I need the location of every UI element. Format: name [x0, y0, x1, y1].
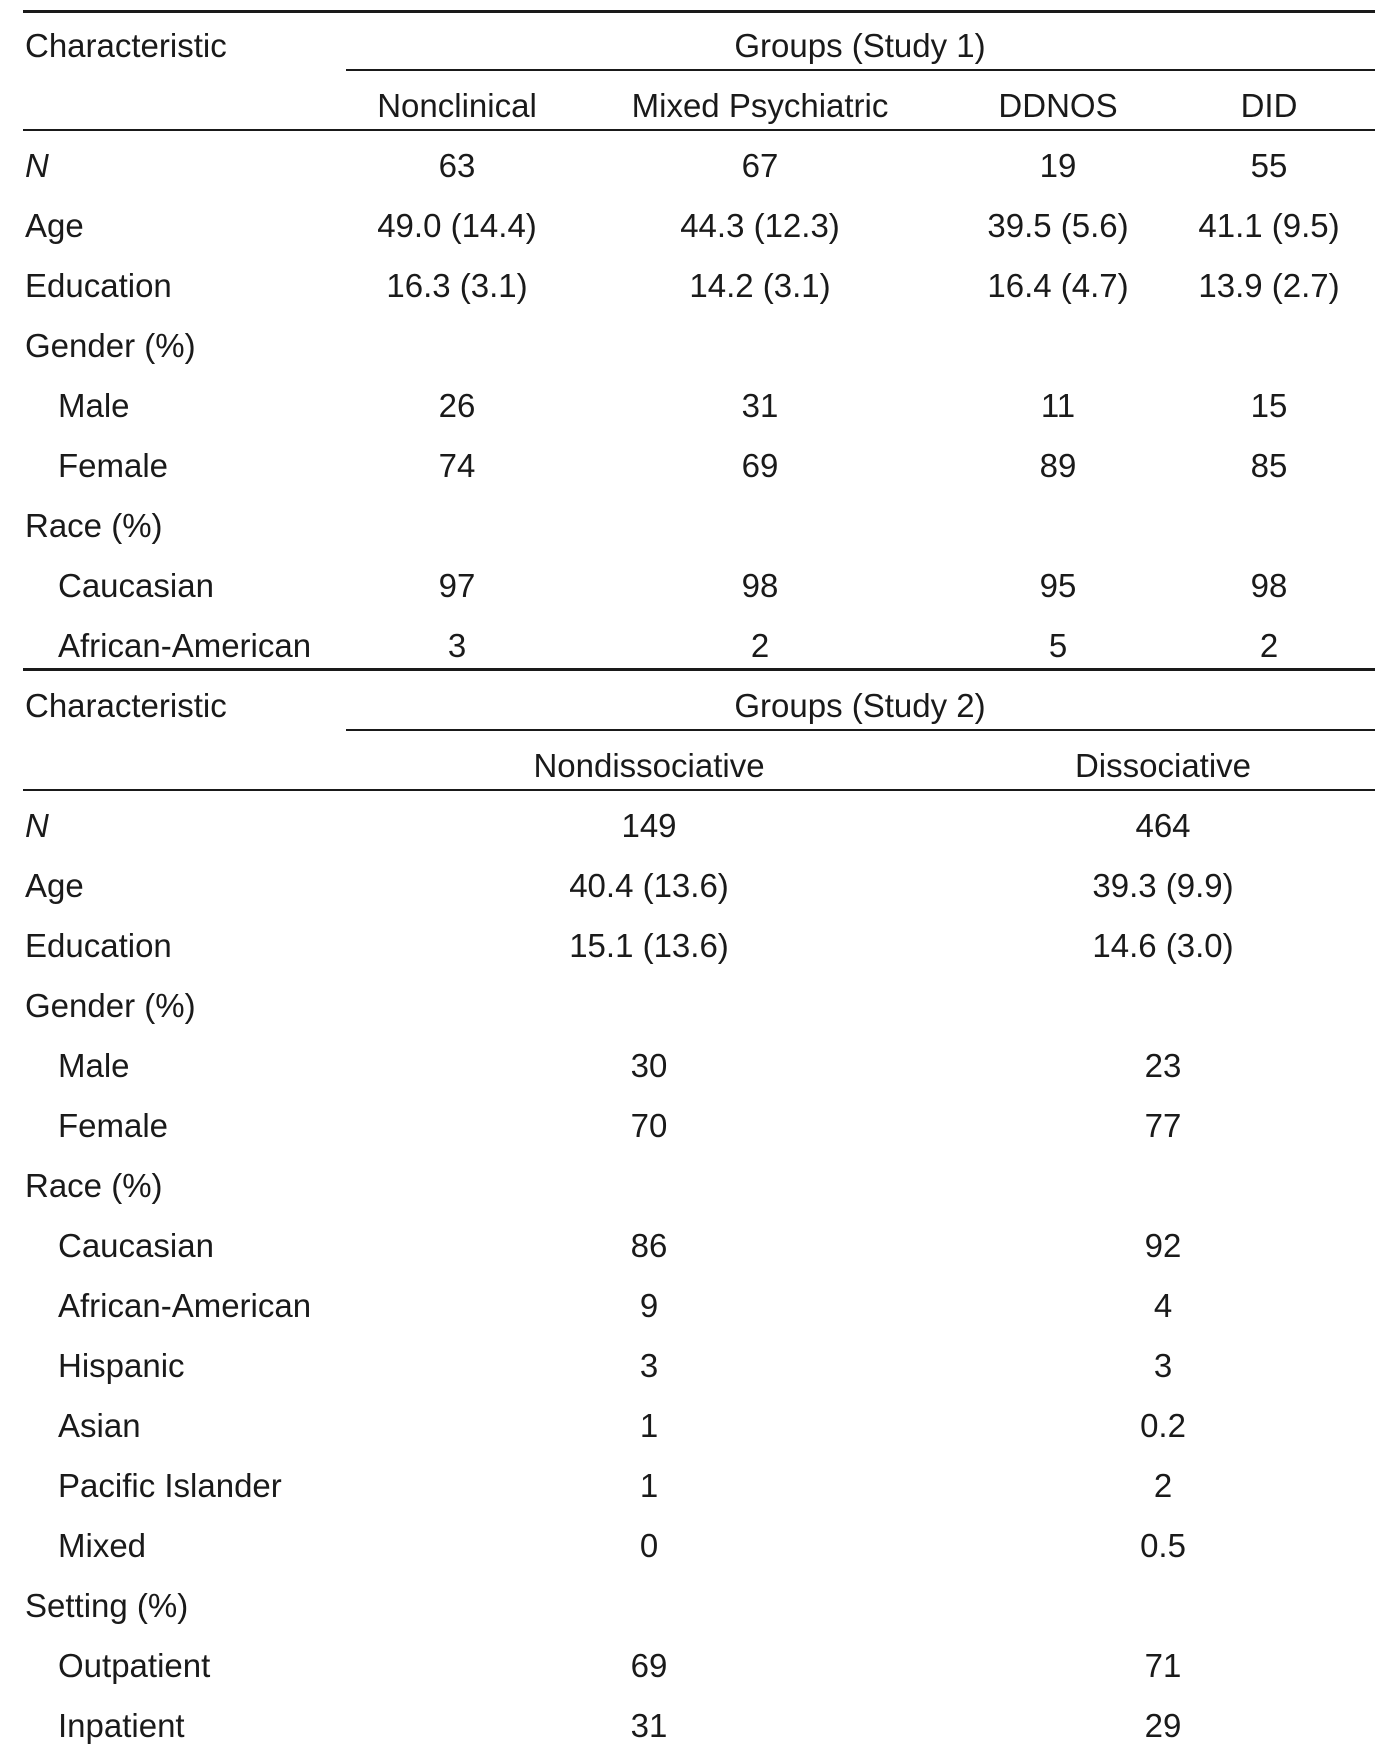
study1-row-label-female: Female — [58, 447, 169, 484]
study2-row-label-education: Education — [25, 927, 172, 964]
study1-row-label-gender: Gender (%) — [25, 327, 196, 364]
study1-cell-n-did: 55 — [1250, 147, 1288, 184]
study1-cell-n-mixed-psychiatric: 67 — [741, 147, 779, 184]
study1-cell-male-mixed-psychiatric: 31 — [741, 387, 779, 424]
study2-cell-outpatient-dissociative: 71 — [1144, 1647, 1182, 1684]
study1-col-header-nonclinical: Nonclinical — [377, 87, 537, 124]
study2-cell-caucasian-nondissociative: 86 — [630, 1227, 668, 1264]
study2-cell-education-dissociative: 14.6 (3.0) — [1092, 927, 1234, 964]
study2-cell-african-american-nondissociative: 9 — [639, 1287, 659, 1324]
study1-col-header-mixed-psychiatric: Mixed Psychiatric — [631, 87, 889, 124]
study1-cell-african-american-did: 2 — [1259, 627, 1279, 664]
study2-row-label-male: Male — [58, 1047, 130, 1084]
study2-row-label-mixed: Mixed — [58, 1527, 147, 1564]
study2-row-label-setting: Setting (%) — [25, 1587, 189, 1624]
study2-cell-age-dissociative: 39.3 (9.9) — [1092, 867, 1234, 904]
study1-header-rule — [23, 129, 1375, 131]
study1-cell-female-ddnos: 89 — [1039, 447, 1077, 484]
study2-cell-inpatient-nondissociative: 31 — [630, 1707, 668, 1744]
section-divider-rule — [23, 668, 1375, 671]
study1-row-label-male: Male — [58, 387, 130, 424]
study2-cell-hispanic-nondissociative: 3 — [639, 1347, 659, 1384]
study1-groups-rule — [346, 69, 1375, 71]
study2-cell-mixed-nondissociative: 0 — [639, 1527, 659, 1564]
study2-row-label-female: Female — [58, 1107, 169, 1144]
study1-cell-male-nonclinical: 26 — [438, 387, 476, 424]
study1-characteristic-header: Characteristic — [25, 27, 227, 64]
study1-groups-header: Groups (Study 1) — [734, 27, 986, 64]
study1-cell-caucasian-mixed-psychiatric: 98 — [741, 567, 779, 604]
study1-col-header-did: DID — [1240, 87, 1298, 124]
top-rule — [23, 10, 1375, 13]
study1-cell-caucasian-ddnos: 95 — [1039, 567, 1077, 604]
study2-cell-asian-dissociative: 0.2 — [1140, 1407, 1186, 1444]
study1-cell-female-did: 85 — [1250, 447, 1288, 484]
study2-characteristic-header: Characteristic — [25, 687, 227, 724]
study2-row-label-inpatient: Inpatient — [58, 1707, 185, 1744]
study1-row-label-n: N — [25, 147, 49, 184]
study2-row-label-caucasian: Caucasian — [58, 1227, 214, 1264]
study1-cell-age-did: 41.1 (9.5) — [1198, 207, 1340, 244]
study2-row-label-pacific-islander: Pacific Islander — [58, 1467, 282, 1504]
study1-row-label-race: Race (%) — [25, 507, 163, 544]
study1-cell-n-nonclinical: 63 — [438, 147, 476, 184]
study1-cell-n-ddnos: 19 — [1039, 147, 1077, 184]
study1-cell-age-mixed-psychiatric: 44.3 (12.3) — [680, 207, 840, 244]
study2-cell-education-nondissociative: 15.1 (13.6) — [569, 927, 729, 964]
study2-row-label-outpatient: Outpatient — [58, 1647, 211, 1684]
study2-cell-mixed-dissociative: 0.5 — [1140, 1527, 1186, 1564]
study2-cell-female-nondissociative: 70 — [630, 1107, 668, 1144]
study1-cell-education-mixed-psychiatric: 14.2 (3.1) — [689, 267, 831, 304]
study1-cell-age-nonclinical: 49.0 (14.4) — [377, 207, 537, 244]
study1-cell-african-american-nonclinical: 3 — [447, 627, 467, 664]
study1-cell-education-did: 13.9 (2.7) — [1198, 267, 1340, 304]
study2-row-label-race: Race (%) — [25, 1167, 163, 1204]
study2-row-label-age: Age — [25, 867, 84, 904]
study1-row-label-african-american: African-American — [58, 627, 312, 664]
study2-cell-pacific-islander-nondissociative: 1 — [639, 1467, 659, 1504]
study2-row-label-gender: Gender (%) — [25, 987, 196, 1024]
study2-cell-outpatient-nondissociative: 69 — [630, 1647, 668, 1684]
study2-cell-hispanic-dissociative: 3 — [1153, 1347, 1173, 1384]
study1-cell-education-nonclinical: 16.3 (3.1) — [386, 267, 528, 304]
study1-row-label-education: Education — [25, 267, 172, 304]
study2-cell-n-dissociative: 464 — [1135, 807, 1191, 844]
study1-cell-caucasian-nonclinical: 97 — [438, 567, 476, 604]
study2-cell-caucasian-dissociative: 92 — [1144, 1227, 1182, 1264]
study2-groups-header: Groups (Study 2) — [734, 687, 986, 724]
study1-cell-african-american-ddnos: 5 — [1048, 627, 1068, 664]
study2-cell-asian-nondissociative: 1 — [639, 1407, 659, 1444]
study2-cell-age-nondissociative: 40.4 (13.6) — [569, 867, 729, 904]
study1-cell-education-ddnos: 16.4 (4.7) — [987, 267, 1129, 304]
study2-header-rule — [23, 789, 1375, 791]
study2-row-label-n: N — [25, 807, 49, 844]
study1-cell-african-american-mixed-psychiatric: 2 — [750, 627, 770, 664]
study1-cell-female-nonclinical: 74 — [438, 447, 476, 484]
study2-cell-male-dissociative: 23 — [1144, 1047, 1182, 1084]
study1-cell-male-ddnos: 11 — [1040, 387, 1076, 424]
study2-row-label-hispanic: Hispanic — [58, 1347, 185, 1384]
study2-groups-rule — [346, 729, 1375, 731]
study2-cell-african-american-dissociative: 4 — [1153, 1287, 1173, 1324]
study2-cell-n-nondissociative: 149 — [621, 807, 677, 844]
study2-row-label-asian: Asian — [58, 1407, 141, 1444]
study2-cell-male-nondissociative: 30 — [630, 1047, 668, 1084]
study1-row-label-caucasian: Caucasian — [58, 567, 214, 604]
study2-cell-female-dissociative: 77 — [1144, 1107, 1182, 1144]
study1-cell-age-ddnos: 39.5 (5.6) — [987, 207, 1129, 244]
study1-cell-male-did: 15 — [1250, 387, 1288, 424]
study2-col-header-dissociative: Dissociative — [1074, 747, 1252, 784]
study1-cell-caucasian-did: 98 — [1250, 567, 1288, 604]
study1-cell-female-mixed-psychiatric: 69 — [741, 447, 779, 484]
study2-col-header-nondissociative: Nondissociative — [533, 747, 765, 784]
study1-row-label-age: Age — [25, 207, 84, 244]
study2-cell-inpatient-dissociative: 29 — [1144, 1707, 1182, 1744]
study2-row-label-african-american: African-American — [58, 1287, 312, 1324]
study2-cell-pacific-islander-dissociative: 2 — [1153, 1467, 1173, 1504]
study1-col-header-ddnos: DDNOS — [998, 87, 1118, 124]
